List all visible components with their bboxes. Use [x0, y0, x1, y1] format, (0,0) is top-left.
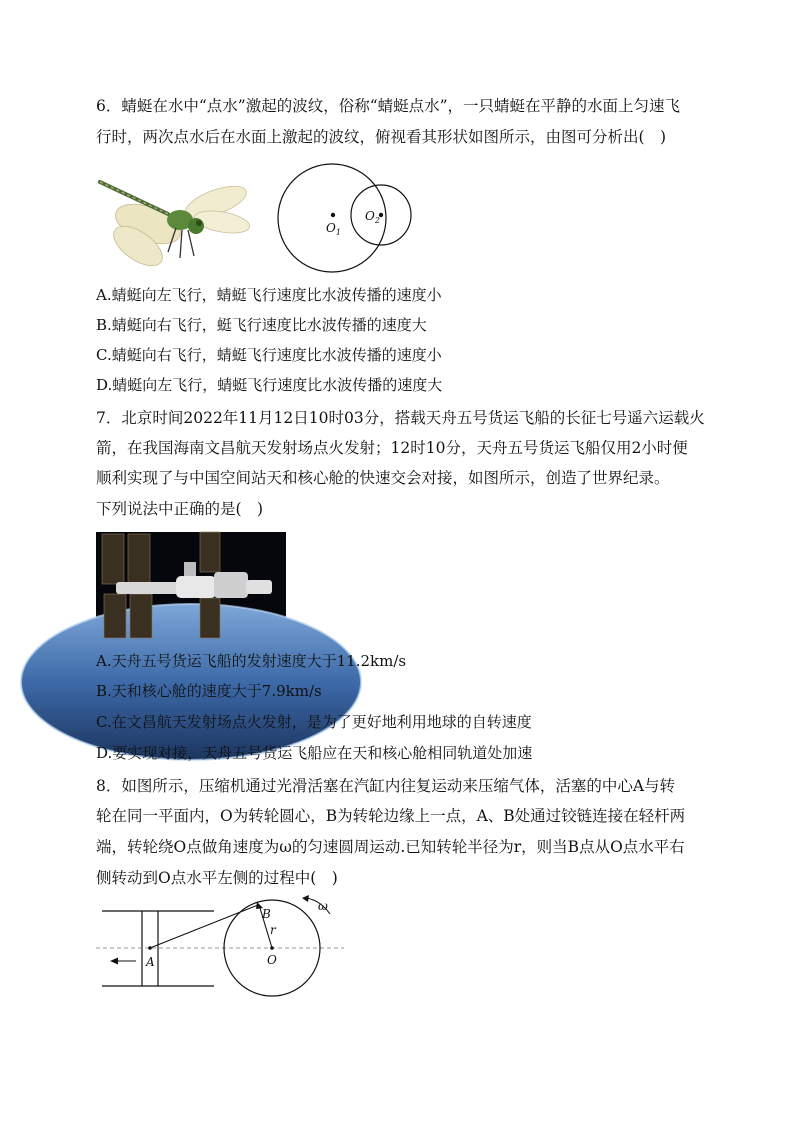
label-o1-sub: 1 — [335, 228, 341, 237]
q8-line-1: 8．如图所示，压缩机通过光滑活塞在汽缸内往复运动来压缩气体，活塞的中心A与转 — [96, 777, 676, 795]
q6-line-1: 6．蜻蜓在水中“点水”激起的波纹，俗称“蜻蜓点水”，一只蜻蜓在平静的水面上匀速飞 — [96, 97, 681, 115]
q7-option-a: A.天舟五号货运飞船的发射速度大于11.2km/s — [96, 652, 407, 670]
ripple-figure — [270, 160, 420, 286]
label-o2: O — [365, 209, 375, 223]
q7-line-1: 7．北京时间2022年11月12日10时03分，搭载天舟五号货运飞船的长征七号遥六运载火 — [96, 409, 705, 427]
q6-option-c: C.蜻蜓向右飞行，蜻蜓飞行速度比水波传播的速度小 — [96, 346, 442, 364]
q6-option-a: A.蜻蜓向左飞行，蜻蜓飞行速度比水波传播的速度小 — [96, 286, 442, 304]
q8-line-2: 轮在同一平面内，O为转轮圆心，B为转轮边缘上一点，A、B处通过铰链连接在轻杆两 — [96, 807, 686, 825]
q6-option-b: B.蜻蜓向右飞行，蜓飞行速度比水波传播的速度大 — [96, 316, 427, 334]
left-arrow-icon — [110, 958, 118, 965]
label-omega: ω — [318, 899, 328, 913]
q8-line-4: 侧转动到O点水平左侧的过程中( ) — [96, 869, 338, 887]
dragonfly-image — [98, 172, 248, 268]
compressor-figure — [96, 896, 356, 1000]
q6-line-2: 行时，两次点水后在水面上激起的波纹，俯视看其形状如图所示，由图可分析出( ) — [96, 128, 667, 146]
q6-option-d: D.蜻蜓向左飞行，蜻蜓飞行速度比水波传播的速度大 — [96, 376, 443, 394]
svg-text:O2 — [365, 209, 380, 225]
label-o: O — [267, 953, 277, 967]
q7-line-4: 下列说法中正确的是( ) — [96, 500, 264, 518]
center-o1-dot — [331, 213, 335, 217]
point-o-dot — [270, 946, 274, 950]
q7-option-c: C.在文昌航天发射场点火发射，是为了更好地利用地球的自转速度 — [96, 713, 532, 731]
label-o1: O — [326, 221, 336, 235]
omega-arrow-icon — [302, 895, 309, 902]
q7-line-2: 箭，在我国海南文昌航天发射场点火发射；12时10分，天舟五号货运飞船仅用2小时便 — [96, 439, 688, 457]
label-r: r — [270, 923, 276, 937]
q7-option-b: B.天和核心舱的速度大于7.9km/s — [96, 682, 322, 700]
q7-option-d: D.要实现对接，天舟五号货运飞船应在天和核心舱相同轨道处加速 — [96, 744, 533, 762]
svg-text:O1 — [326, 221, 341, 237]
point-a-dot — [148, 946, 152, 950]
label-a: A — [146, 955, 155, 969]
label-o2-sub: 2 — [374, 216, 380, 225]
q8-line-3: 端，转轮绕O点做角速度为ω的匀速圆周运动.已知转轮半径为r，则当B点从O点水平右 — [96, 838, 685, 856]
space-station-image — [96, 532, 286, 638]
q7-line-3: 顺利实现了与中国空间站天和核心舱的快速交会对接，如图所示，创造了世界纪录。 — [96, 469, 670, 487]
label-b: B — [262, 907, 271, 921]
